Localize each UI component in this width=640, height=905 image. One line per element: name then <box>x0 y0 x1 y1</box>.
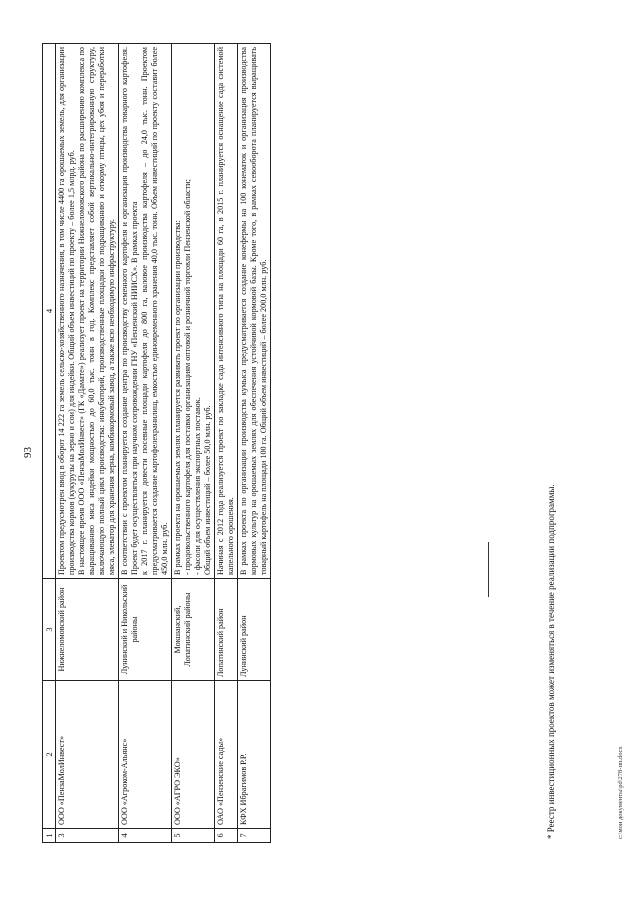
description-paragraph: В рамках проекта на орошаемых землях планируется развивать проект по организации производства: <box>173 220 183 575</box>
description-paragraph: В рамках проекта по организации производства кумыса предусматривается создание конефермы на 100 конематок и организация производства кормовых культур на орошаемых землях для обеспечения устойчивой кормовой базы. Кроме того, в рамках севооборота планируется выращивать товарный картофель на площади 100 га. Общий объем инвестиций – более 200,0 млн. руб. <box>239 47 269 575</box>
description-paragraph: - фасоли для осуществления экспортных поставок. <box>193 397 203 575</box>
project-description <box>238 44 271 579</box>
file-path: c:\мои документы\pd\278-пп.docx <box>617 746 624 839</box>
project-description <box>56 44 119 579</box>
company-name: КФХ Ибрагимов Р.Р. <box>238 681 271 829</box>
footnote: * Реестр инвестиционных проектов может изменяться в течение реализации подпрограммы. <box>546 484 556 839</box>
table-row <box>56 44 119 843</box>
page-number: 93 <box>22 447 34 458</box>
description-paragraph: В соответствии с проектом планируется создание центра по производству семенного картофеля и организация производства товарного картофеля. Проект будет осуществляться при научном сопровождении ГНУ «Пензенский НИИСХ». В рамках проекта <box>120 47 140 575</box>
row-number: 6 <box>215 829 238 843</box>
district: Лунинский и Никольский районы <box>119 579 172 681</box>
description-paragraph: Проектом предусмотрен ввод в оборот 14 222 га земель сельско-хозяйственного назначения, в том числе 4400 га орошаемых земель, для организации производства кормов (кукурузы на зерно и сои) для индейки. Общий объем инвестиций по проекту – более 1,5 млрд. руб. <box>57 47 77 575</box>
description-paragraph: В настоящее время ООО «ПензаМолИнвест» (ГК «Дамате») реализует проект на территории Нижнеломовского района по расширению комплекса по выращиванию мяса индейки мощностью до 60,0 тыс. тонн в год. Комплекс представляет собой вертикально-интегрированную структуру, включающую полный цикл производства: инкубаторий, производственные площадки по подращиванию и откорму птицы, цех убоя и переработки мяса, элеватор для хранения зерна, комбикормовый завод, а также всю необходимую инфраструктуру. <box>77 47 117 575</box>
row-number: 5 <box>172 829 215 843</box>
district: Лопатинский район <box>215 579 238 681</box>
project-description <box>172 44 215 579</box>
header-cell: 2 <box>43 681 56 829</box>
table-row <box>172 44 215 843</box>
description-paragraph: к 2017 г. планируется довести посевные площади картофеля до 800 га, валовое производства картофеля – до 24,0 тыс. тонн. Проектом предусматривается создание картофелехранилищ, емкостью единовременного хранения 40,0 тыс. тонн. Объем инвестиций по проекту составит более 450,0 млн. руб. <box>140 47 170 575</box>
row-number: 7 <box>238 829 271 843</box>
header-cell: 1 <box>43 829 56 843</box>
row-number: 4 <box>119 829 172 843</box>
project-description <box>119 44 172 579</box>
description-paragraph: Общий объем инвестиций – более 50,0 млн. руб. <box>203 405 213 575</box>
table-row <box>215 44 238 843</box>
district: Нижнеломовский район <box>56 579 119 681</box>
description-paragraph: Начиная с 2012 года реализуется проект по закладке сада интенсивного типа на площади 60 га, в 2015 г. планируется оснащение сада системой капельного орошения. <box>216 47 236 575</box>
project-description <box>215 44 238 579</box>
district: Мокшанский, Лопатинский районы <box>172 579 215 681</box>
row-number: 3 <box>56 829 119 843</box>
company-name: ОАО «Пензенские сады» <box>215 681 238 829</box>
table-row <box>119 44 172 843</box>
description-paragraph: - продовольственного картофеля для поставки организациям оптовой и розничной торговли Пензенской области; <box>183 179 193 575</box>
separator-line <box>488 542 489 597</box>
company-name: ООО «Агроком-Альянс» <box>119 681 172 829</box>
company-name: ООО «ПензаМолИнвест» <box>56 681 119 829</box>
table-row <box>238 44 271 843</box>
header-cell: 4 <box>43 44 56 579</box>
district: Лунинский район <box>238 579 271 681</box>
header-cell: 3 <box>43 579 56 681</box>
company-name: ООО «АГРО ЭКО» <box>172 681 215 829</box>
table-header-row <box>43 44 56 843</box>
investment-projects-table <box>42 43 271 843</box>
